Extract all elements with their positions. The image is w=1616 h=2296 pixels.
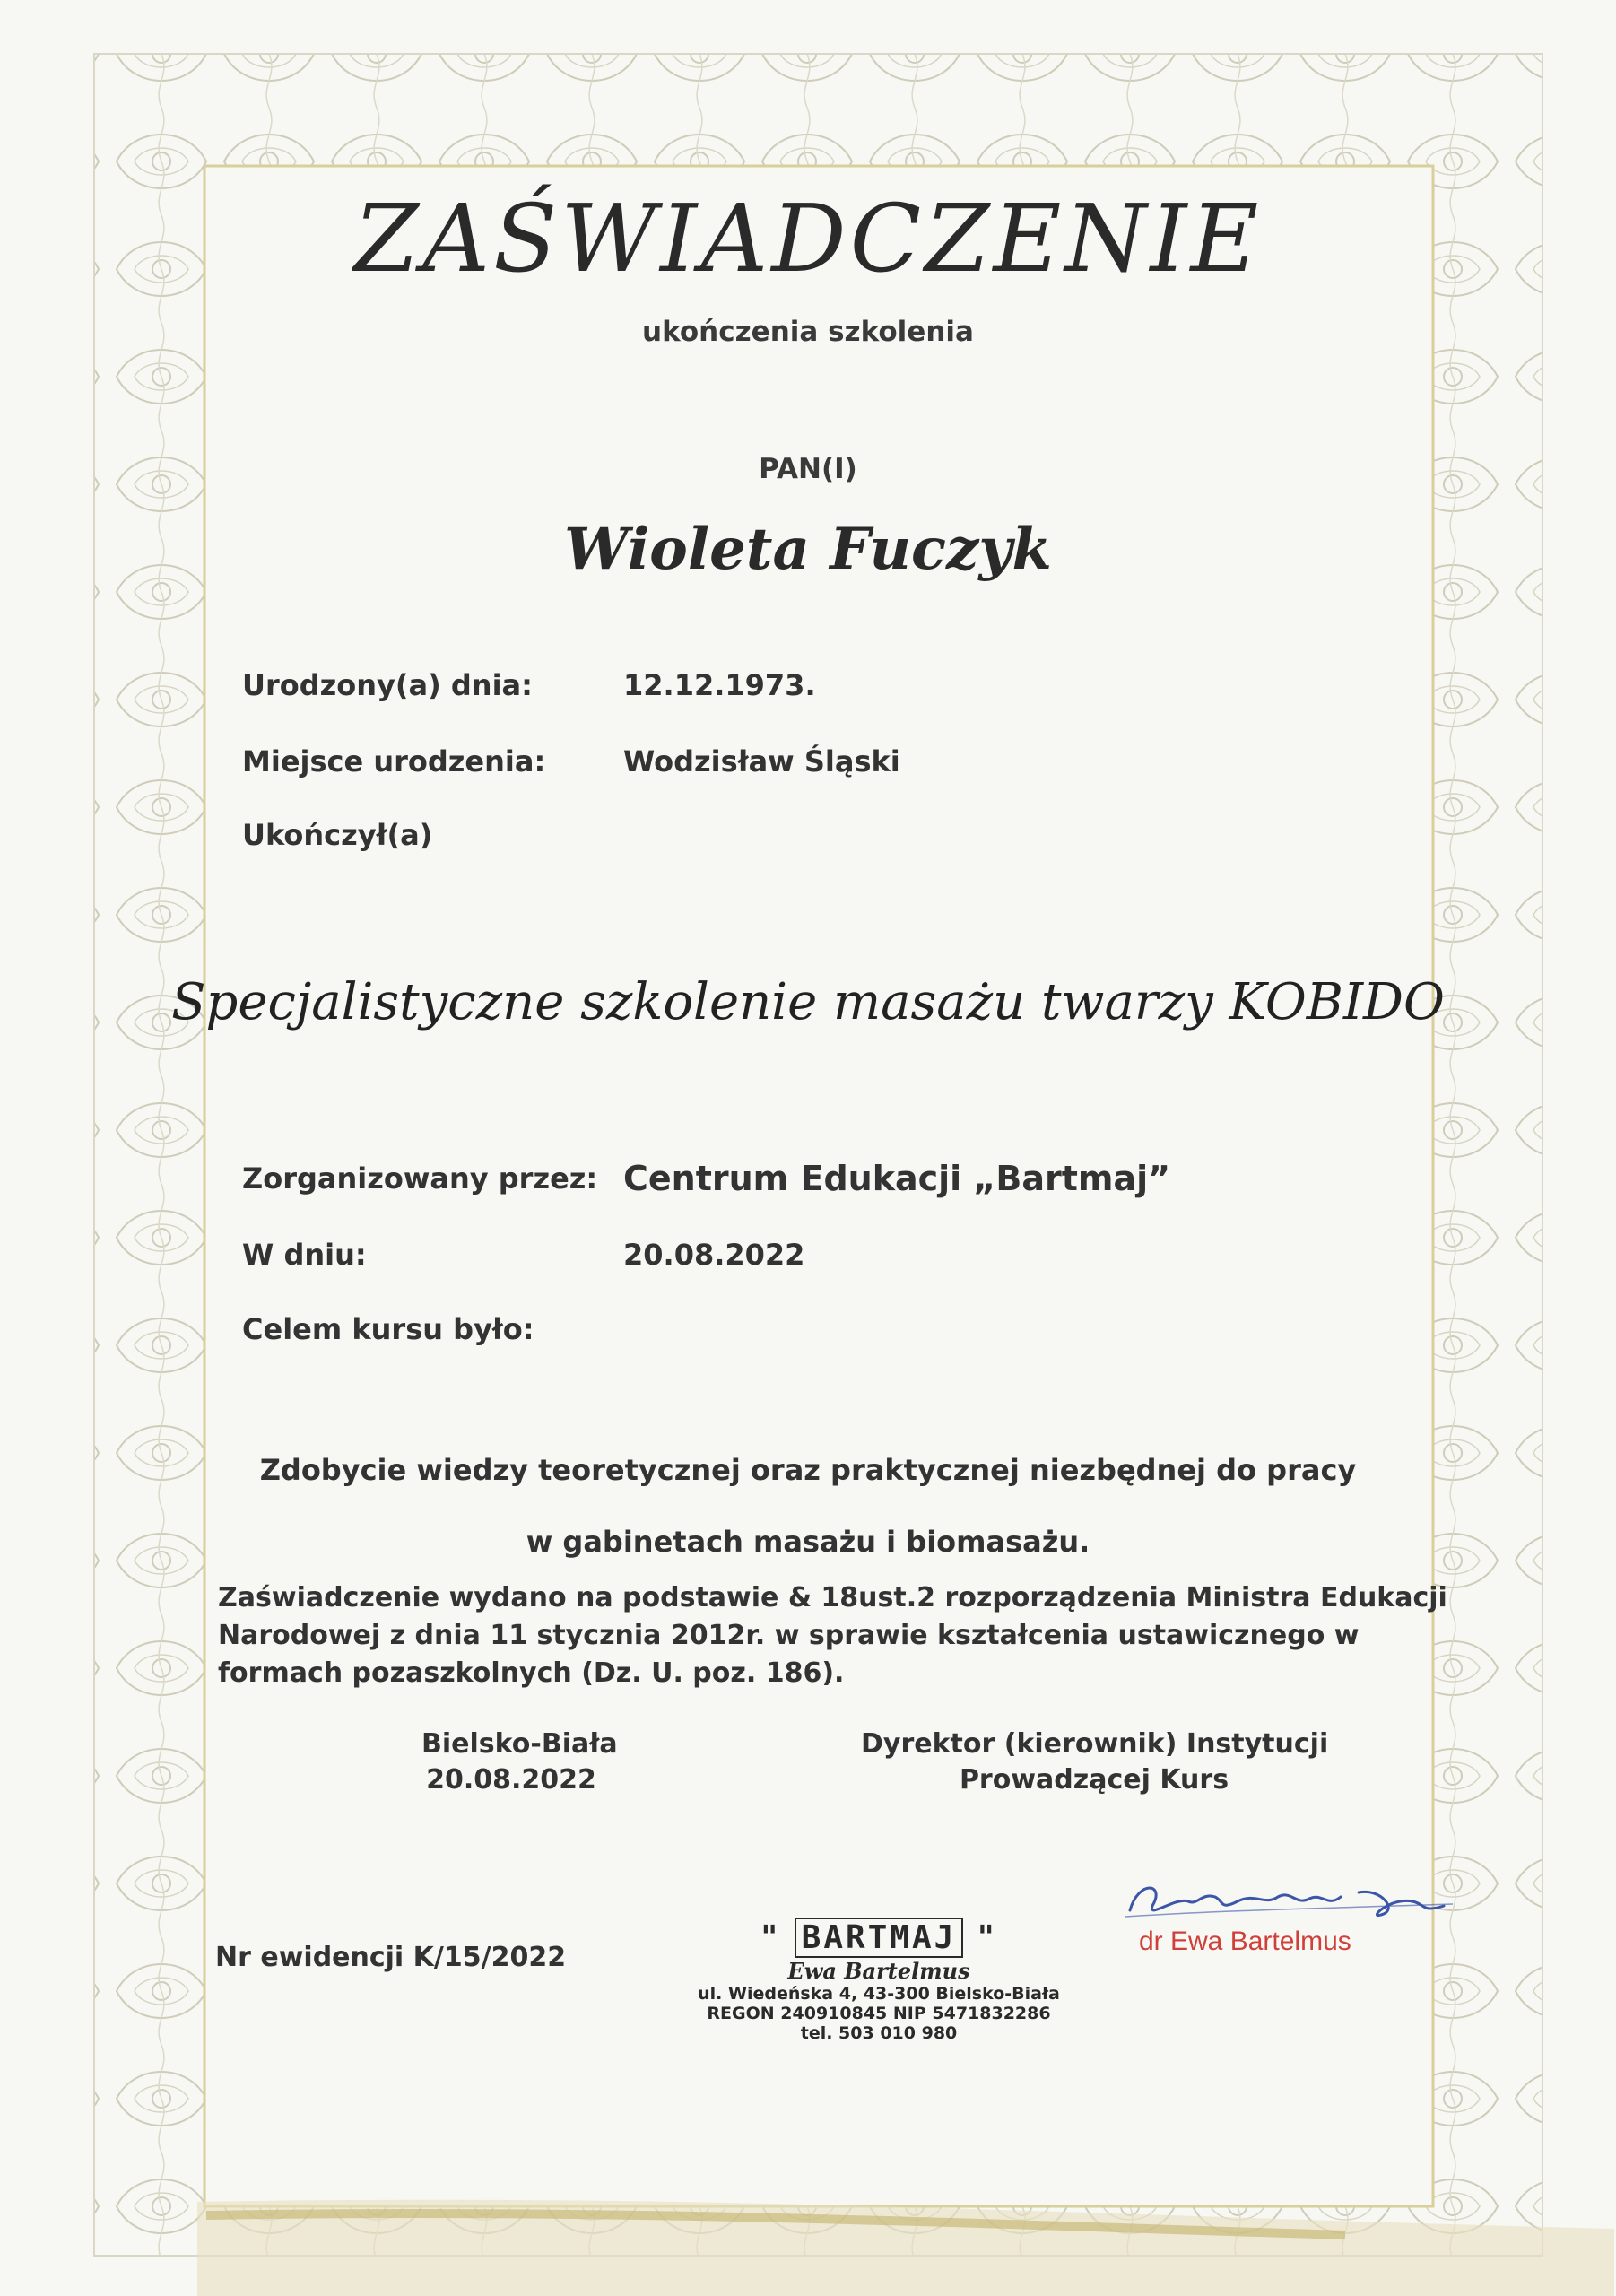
course-date-value: 20.08.2022 [623, 1238, 805, 1272]
birth-date-value: 12.12.1973. [623, 668, 816, 702]
birth-place-label: Miejsce urodzenia: [242, 744, 546, 778]
stamp-brand-name: BARTMAJ [795, 1918, 964, 1958]
director-line1: Dyrektor (kierownik) Instytucji [861, 1728, 1329, 1760]
organizer-label: Zorganizowany przez: [242, 1161, 598, 1196]
director-line2: Prowadzącej Kurs [959, 1764, 1229, 1796]
certificate-subtitle: ukończenia szkolenia [642, 316, 974, 348]
issue-place: Bielsko-Biała [421, 1728, 618, 1760]
course-goal-label: Celem kursu było: [242, 1312, 534, 1346]
issue-date: 20.08.2022 [426, 1764, 596, 1796]
birth-place-value: Wodzisław Śląski [623, 744, 900, 778]
handwritten-signature [1112, 1870, 1471, 1933]
stamp-brand: " BARTMAJ " [760, 1919, 997, 1956]
birth-date-label: Urodzony(a) dnia: [242, 668, 533, 702]
legal-line1: Zaświadczenie wydano na podstawie & 18ust.2 rozporządzenia Ministra Edukacji [218, 1582, 1447, 1613]
course-goal-line1: Zdobycie wiedzy teoretycznej oraz praktycznej niezbędnej do pracy [259, 1453, 1357, 1487]
certificate-title: ZAŚWIADCZENIE [353, 184, 1263, 293]
stamp-ids: REGON 240910845 NIP 5471832286 [707, 2004, 1051, 2023]
stamp-address: ul. Wiedeńska 4, 43-300 Bielsko-Biała [698, 1984, 1060, 2004]
legal-line3: formach pozaszkolnych (Dz. U. poz. 186). [218, 1657, 845, 1689]
completed-label: Ukończył(a) [242, 818, 433, 852]
course-date-label: W dniu: [242, 1238, 367, 1272]
institution-stamp [664, 1919, 1094, 2043]
director-caption [861, 1726, 1327, 1798]
stamp-phone: tel. 503 010 980 [800, 2023, 958, 2043]
signer-name: dr Ewa Bartelmus [1139, 1926, 1351, 1956]
organizer-value: Centrum Edukacji „Bartmaj” [623, 1159, 1171, 1198]
course-name: Specjalistyczne szkolenie masażu twarzy KOBIDO [171, 973, 1445, 1031]
course-goal-line2: w gabinetach masażu i biomasażu. [526, 1525, 1090, 1559]
legal-line2: Narodowej z dnia 11 stycznia 2012r. w sprawie kształcenia ustawicznego w [218, 1620, 1360, 1651]
registry-number: Nr ewidencji K/15/2022 [215, 1942, 567, 1973]
issue-place-date [421, 1726, 618, 1798]
recipient-name: Wioleta Fuczyk [564, 516, 1052, 583]
salutation: PAN(I) [759, 453, 857, 485]
stamp-owner: Ewa Bartelmus [787, 1958, 970, 1984]
